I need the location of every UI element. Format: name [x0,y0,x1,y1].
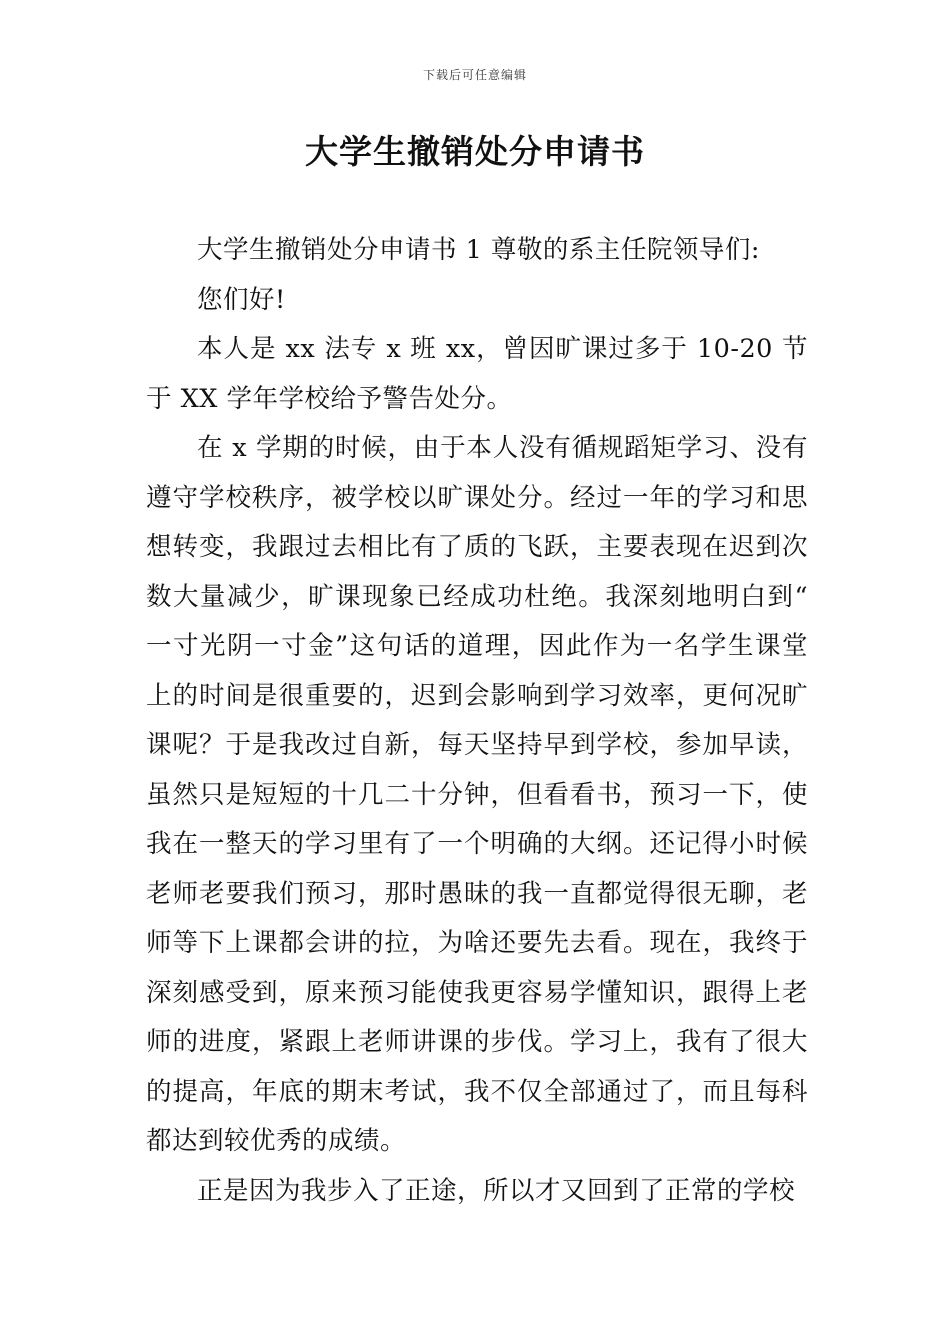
paragraph-greeting: 您们好! [197,284,286,315]
header-note: 下载后可任意编辑 [422,68,527,82]
paragraph-salutation: 大学生撤销处分申请书 1 尊敬的系主任院领导们: [197,235,761,265]
document-title: 大学生撤销处分申请书 [305,132,645,171]
paragraph-intro: 本人是 xx 法专 x 班 xx，曾因旷课过多于 10-20 节于 XX 学年学校给予警告处分。 [146,334,808,414]
paragraph-continuation: 正是因为我步入了正途，所以才又回到了正常的学校 [197,1175,796,1206]
paragraph-main: 在 x 学期的时候，由于本人没有循规蹈矩学习、没有遵守学校秩序，被学校以旷课处分。经过一年的学习和思想转变，我跟过去相比有了质的飞跃，主要表现在迟到次数大量减少，旷课现象已经成功杜绝。我深刻地明白到“一寸光阴一寸金”这句话的道理，因此作为一名学生课堂上的时间是很重要的，迟到会影响到学习效率，更何况旷课呢？于是我改过自新，每天坚持早到学校，参加早读，虽然只是短短的十几二十分钟，但看看书，预习一下，使我在一整天的学习里有了一个明确的大纲。还记得小时候老师老要我们预习，那时愚昧的我一直都觉得很无聊，老师等下上课都会讲的拉，为啥还要先去看。现在，我终于深刻感受到，原来预习能使我更容易学懂知识，跟得上老师的进度，紧跟上老师讲课的步伐。学习上，我有了很大的提高，年底的期末考试，我不仅全部通过了，而且每科都达到较优秀的成绩。 [146,433,808,1156]
document-body [146,226,808,1216]
